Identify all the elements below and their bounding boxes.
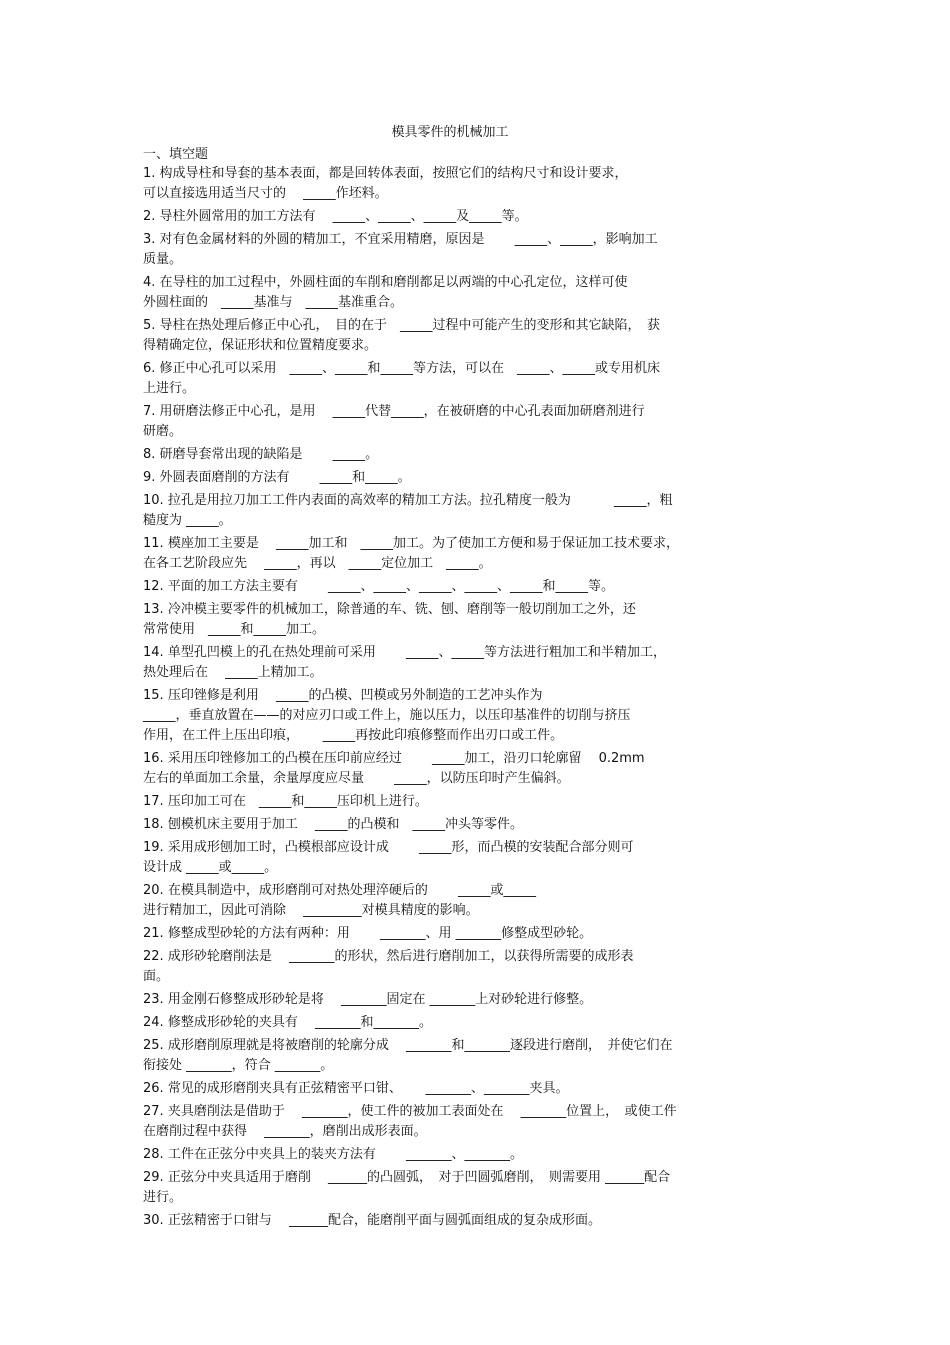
question-number: 23. bbox=[143, 992, 164, 1007]
question-text: 正弦精密于口钳与 ______配合，能磨削平面与圆弧面组成的复杂成形面。 bbox=[167, 1213, 601, 1228]
question-number: 2. bbox=[143, 209, 156, 224]
question-item bbox=[143, 1036, 773, 1076]
question-item bbox=[143, 1013, 773, 1033]
question-number: 3. bbox=[143, 232, 156, 247]
question-text: 模座加工主要是 _____加工和 _____加工。为了使加工方便和易于保证加工技术要求， 在各工艺阶段应先 _____，再以 _____定位加工 _____。 bbox=[143, 536, 679, 571]
question-number: 15. bbox=[143, 688, 164, 703]
question-item bbox=[143, 273, 773, 313]
question-number: 14. bbox=[143, 645, 164, 660]
question-item bbox=[143, 468, 773, 488]
question-text: 导柱外圆常用的加工方法有 _____、_____、_____及_____等。 bbox=[159, 209, 528, 224]
question-text: 构成导柱和导套的基本表面，都是回转体表面，按照它们的结构尺寸和设计要求， 可以直接选用适当尺寸的 _____作坯料。 bbox=[143, 166, 628, 201]
question-item bbox=[143, 359, 773, 399]
question-number: 24. bbox=[143, 1015, 164, 1030]
question-number: 9. bbox=[143, 470, 156, 485]
question-number: 25. bbox=[143, 1038, 164, 1053]
question-number: 12. bbox=[143, 579, 164, 594]
question-text: 冷冲模主要零件的机械加工，除普通的车、铣、刨、磨削等一般切削加工之外，还 常常使用 _____和_____加工。 bbox=[143, 602, 636, 637]
question-item bbox=[143, 577, 773, 597]
question-text: 在导柱的加工过程中，外圆柱面的车削和磨削都足以两端的中心孔定位，这样可使 外圆柱面的 _____基准与 _____基准重合。 bbox=[143, 275, 628, 310]
question-number: 30. bbox=[143, 1213, 164, 1228]
question-item bbox=[143, 947, 773, 987]
question-text: 成形砂轮磨削法是 _______的形状，然后进行磨削加工，以获得所需要的成形表 面。 bbox=[143, 949, 634, 984]
question-number: 10. bbox=[143, 493, 164, 508]
question-number: 16. bbox=[143, 751, 164, 766]
question-text: 正弦分中夹具适用于磨削 ______的凸圆弧， 对于凹圆弧磨削， 则需要用 ______配合 进行。 bbox=[143, 1170, 671, 1205]
question-item bbox=[143, 881, 773, 921]
question-text: 压印锉修是利用 _____的凸模、凹模或另外制造的工艺冲头作为 _____，垂直放置在——的对应刃口或工件上，施以压力，以压印基准件的切削与挤压 作用，在工件上压出印痕， _____再按此印痕修整而作出刃口或工件。 bbox=[143, 688, 631, 743]
question-item bbox=[143, 164, 773, 204]
question-text: 外圆表面磨削的方法有 _____和_____。 bbox=[159, 470, 411, 485]
document-title: 模具零件的机械加工 bbox=[391, 125, 509, 140]
question-text: 工件在正弦分中夹具上的装夹方法有 _______、_______。 bbox=[167, 1147, 523, 1162]
question-number: 18. bbox=[143, 817, 164, 832]
question-item bbox=[143, 1168, 773, 1208]
question-item bbox=[143, 643, 773, 683]
question-item bbox=[143, 924, 773, 944]
question-item bbox=[143, 230, 773, 270]
question-item bbox=[143, 686, 773, 746]
question-item bbox=[143, 534, 773, 574]
question-text: 对有色金属材料的外圆的精加工，不宜采用精磨，原因是 _____、_____，影响加工 质量。 bbox=[143, 232, 658, 267]
question-text: 平面的加工方法主要有 _____、_____、_____、_____、_____和_____等。 bbox=[167, 579, 614, 594]
question-text: 单型孔凹模上的孔在热处理前可采用 _____、_____等方法进行粗加工和半精加工， 热处理后在 _____上精加工。 bbox=[143, 645, 666, 680]
question-number: 1. bbox=[143, 166, 156, 181]
question-text: 修正中心孔可以采用 _____、_____和_____等方法，可以在 _____、_____或专用机床 上进行。 bbox=[143, 361, 661, 396]
question-number: 28. bbox=[143, 1147, 164, 1162]
question-number: 11. bbox=[143, 536, 164, 551]
question-number: 8. bbox=[143, 447, 156, 462]
question-item bbox=[143, 207, 773, 227]
question-item bbox=[143, 600, 773, 640]
question-item bbox=[143, 838, 773, 878]
question-number: 26. bbox=[143, 1081, 164, 1096]
question-text: 用研磨法修正中心孔，是用 _____代替_____，在被研磨的中心孔表面加研磨剂进行 研磨。 bbox=[143, 404, 645, 439]
question-number: 20. bbox=[143, 883, 164, 898]
question-item bbox=[143, 990, 773, 1010]
question-number: 13. bbox=[143, 602, 164, 617]
question-text: 刨模机床主要用于加工 _____的凸模和 _____冲头等零件。 bbox=[167, 817, 523, 832]
question-text: 成形磨削原理就是将被磨削的轮廓分成 _______和_______逐段进行磨削， 并使它们在 衔接处 _______，符合 _______。 bbox=[143, 1038, 673, 1073]
question-item bbox=[143, 491, 773, 531]
question-text: 压印加工可在 _____和_____压印机上进行。 bbox=[167, 794, 428, 809]
question-item bbox=[143, 1145, 773, 1165]
question-number: 7. bbox=[143, 404, 156, 419]
question-text: 采用压印锉修加工的凸模在压印前应经过 _____加工，沿刃口轮廓留 0.2mm 左右的单面加工余量，余量厚度应尽量 _____，以防压印时产生偏斜。 bbox=[143, 751, 645, 786]
question-item bbox=[143, 402, 773, 442]
question-item bbox=[143, 792, 773, 812]
question-number: 4. bbox=[143, 275, 156, 290]
question-number: 5. bbox=[143, 318, 156, 333]
question-item bbox=[143, 1079, 773, 1099]
question-number: 27. bbox=[143, 1104, 164, 1119]
question-text: 在模具制造中，成形磨削可对热处理淬硬后的 _____或_____ 进行精加工，因此可消除 _________对模具精度的影响。 bbox=[143, 883, 536, 918]
question-text: 常见的成形磨削夹具有正弦精密平口钳、 _______、_______夹具。 bbox=[167, 1081, 569, 1096]
question-text: 修整成形砂轮的夹具有 _______和_______。 bbox=[167, 1015, 432, 1030]
question-text: 用金刚石修整成形砂轮是将 _______固定在 _______上对砂轮进行修整。 bbox=[167, 992, 593, 1007]
question-item bbox=[143, 1211, 773, 1231]
question-item bbox=[143, 749, 773, 789]
question-item bbox=[143, 445, 773, 465]
question-text: 导柱在热处理后修正中心孔， 目的在于 _____过程中可能产生的变形和其它缺陷， 获 得精确定位，保证形状和位置精度要求。 bbox=[143, 318, 661, 353]
section-heading: 一、填空题 bbox=[143, 147, 209, 162]
question-number: 6. bbox=[143, 361, 156, 376]
question-item bbox=[143, 316, 773, 356]
question-number: 17. bbox=[143, 794, 164, 809]
question-number: 21. bbox=[143, 926, 164, 941]
question-text: 采用成形刨加工时，凸模根部应设计成 _____形，而凸模的安装配合部分则可 设计成 _____或_____。 bbox=[143, 840, 634, 875]
question-list bbox=[143, 164, 773, 1234]
question-number: 22. bbox=[143, 949, 164, 964]
question-number: 29. bbox=[143, 1170, 164, 1185]
question-item bbox=[143, 815, 773, 835]
question-number: 19. bbox=[143, 840, 164, 855]
question-text: 修整成型砂轮的方法有两种：用 _______、用 _______修整成型砂轮。 bbox=[167, 926, 593, 941]
question-text: 拉孔是用拉刀加工工件内表面的高效率的精加工方法。拉孔精度一般为 _____，粗 糙度为 _____。 bbox=[143, 493, 673, 528]
question-text: 夹具磨削法是借助于 _______，使工件的被加工表面处在 _______位置上， 或使工件 在磨削过程中获得 _______，磨削出成形表面。 bbox=[143, 1104, 677, 1139]
question-text: 研磨导套常出现的缺陷是 _____。 bbox=[159, 447, 379, 462]
question-item bbox=[143, 1102, 773, 1142]
